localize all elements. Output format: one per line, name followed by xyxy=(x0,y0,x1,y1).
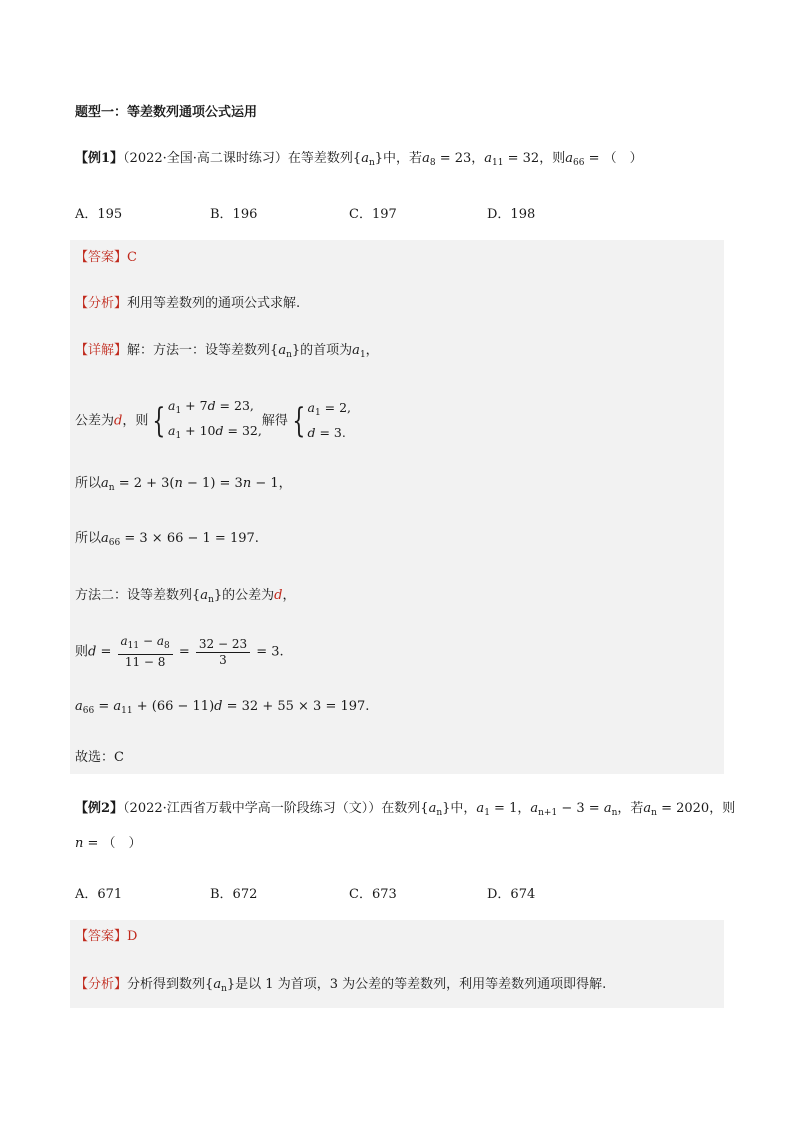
math-sequence: $\{a_n\}$ xyxy=(352,151,384,168)
math-a66-value: $a_{66} = 3 \times 66 - 1 = 197$. xyxy=(101,531,259,548)
option-c: C．197 xyxy=(349,207,397,222)
option-d: D．198 xyxy=(487,207,536,222)
math-general-term: $a_n = 2 + 3(n - 1) = 3n - 1$， xyxy=(101,476,292,493)
example-2-tag: 【例2】 xyxy=(75,801,124,816)
math-a11: $a_{11} = 32$ xyxy=(484,151,540,168)
example-1-method-2-result: $a_{66} = a_{11} + (66 - 11)d = 32 + 55 \times 3 = 197$. xyxy=(75,699,370,716)
example-1-answer: 【答案】C xyxy=(75,250,137,265)
example-1-detail-2: 公差为d，则 { $a_1 + 7d = 23$, $a_1 + 10d = 32$, 解得 { $a_1 = 2$, d = 3. xyxy=(75,396,351,446)
option-d: D．674 xyxy=(487,887,536,902)
example-1-method-2: 方法二：设等差数列$\{a_n\}$的公差为d， xyxy=(75,588,296,605)
example-1-detail-1: 【详解】解：方法一：设等差数列$\{a_n\}$的首项为$a_1$， xyxy=(75,343,379,360)
option-a: A．671 xyxy=(75,887,123,902)
fraction-value: $\frac{32 - 23}{3}$ xyxy=(196,637,250,668)
fraction-d: $\frac{a_{11} - a_8}{11 - 8}$ xyxy=(118,634,173,670)
math-a66: $a_{66}$ = xyxy=(565,151,604,168)
example-2-stem-cont: n = （ ） xyxy=(75,836,142,851)
example-2-stem: 【例2】（2022·江西省万载中学高一阶段练习（文））在数列$\{a_n\}$中，$a_1 = 1$，$a_{n+1} - 3 = a_n$，若$a_n = 2020$，则 xyxy=(75,801,736,818)
math-a8: $a_8 = 23$ xyxy=(422,151,472,168)
example-1-analysis: 【分析】利用等差数列的通项公式求解. xyxy=(75,296,301,311)
example-1-detail-3: 所以$a_n = 2 + 3(n - 1) = 3n - 1$， xyxy=(75,476,292,493)
example-1-choose: 故选：C xyxy=(75,750,124,765)
example-1-detail-4: 所以$a_{66} = 3 \times 66 - 1 = 197$. xyxy=(75,531,259,548)
equation-system-1: { $a_1 + 7d = 23$, $a_1 + 10d = 32$, xyxy=(152,398,262,441)
example-1-source: （2022·全国·高二课时练习） xyxy=(123,151,288,166)
example-2-answer: 【答案】D xyxy=(75,929,138,944)
section-title: 题型一：等差数列通项公式运用 xyxy=(75,105,258,120)
option-a: A．195 xyxy=(75,207,123,222)
option-b: B．196 xyxy=(210,207,258,222)
option-b: B．672 xyxy=(210,887,258,902)
example-1-method-2-d: 则d = $\frac{a_{11} - a_8}{11 - 8}$ = $\frac{32 - 23}{3}$ = 3. xyxy=(75,634,284,669)
equation-system-2: { $a_1 = 2$, d = 3. xyxy=(292,400,352,441)
example-1-solution-box xyxy=(70,240,724,774)
example-1-stem: 【例1】（2022·全国·高二课时练习）在等差数列$\{a_n\}$中，若$a_8 = 23$，$a_{11} = 32$，则$a_{66}$ = （ ） xyxy=(75,151,643,168)
option-c: C．673 xyxy=(349,887,397,902)
example-1-tag: 【例1】 xyxy=(75,151,124,166)
example-2-source: （2022·江西省万载中学高一阶段练习（文）） xyxy=(123,801,382,816)
example-2-analysis: 【分析】分析得到数列$\{a_n\}$是以 1 为首项，3 为公差的等差数列，利用等差数列通项即得解. xyxy=(75,977,607,994)
